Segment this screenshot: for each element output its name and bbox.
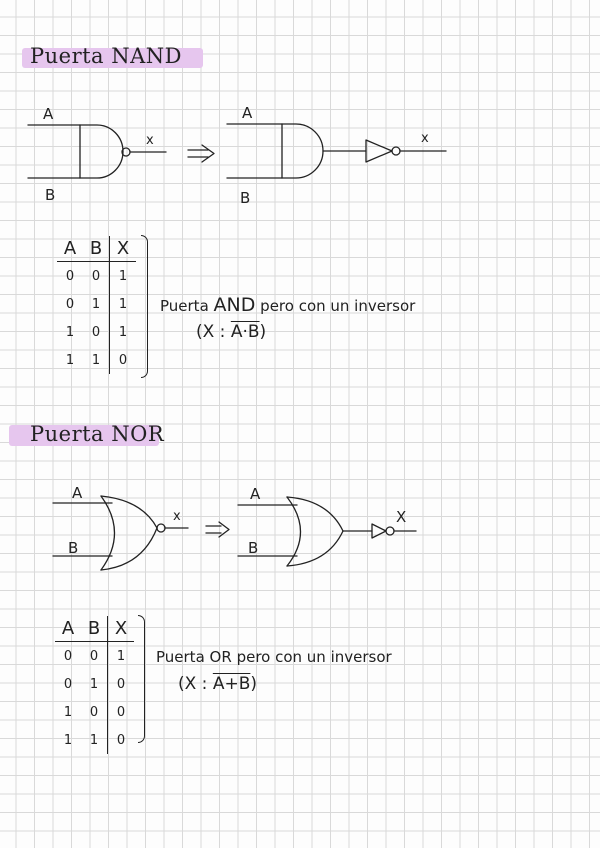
table-cell: 0 — [91, 324, 101, 340]
table-cell: 0 — [89, 704, 99, 720]
nor-left-output: x — [173, 509, 181, 524]
table-cell: 1 — [110, 318, 137, 346]
table-cell: 1 — [110, 290, 137, 318]
nor-note-prefix: Puerta — [156, 648, 205, 666]
nor-brace — [138, 615, 145, 743]
nor-right-input-b: B — [248, 539, 259, 557]
table-cell: 0 — [89, 648, 99, 664]
formula-expression: A+B — [212, 674, 251, 694]
nand-note-gate: AND — [213, 294, 256, 316]
nor-title: Puerta NOR — [30, 422, 165, 446]
table-cell: 0 — [91, 268, 101, 284]
table-header: B — [87, 618, 101, 639]
table-cell: 1 — [108, 642, 135, 671]
nand-right-output: x — [421, 131, 429, 146]
table-cell: 1 — [65, 324, 75, 340]
table-cell: 0 — [63, 648, 73, 664]
nor-right-input-a: A — [250, 485, 261, 503]
nand-note-prefix: Puerta — [160, 297, 209, 315]
table-cell: 0 — [108, 670, 135, 698]
nor-note-rest: pero con un inversor — [236, 648, 392, 666]
nor-truth-table — [55, 616, 134, 754]
formula-close: ) — [250, 674, 258, 694]
table-row — [55, 670, 134, 698]
table-cell: 1 — [89, 676, 99, 692]
nor-left-input-b: B — [68, 539, 79, 557]
table-header: B — [89, 238, 103, 259]
table-header: A — [63, 238, 77, 259]
nor-note-gate: OR — [209, 648, 232, 666]
table-cell: 1 — [91, 352, 101, 368]
nor-left-input-a: A — [72, 484, 83, 502]
formula-expression: A·B — [230, 322, 260, 342]
table-header: X — [108, 616, 135, 642]
table-header: X — [110, 236, 137, 262]
table-header: A — [61, 618, 75, 639]
nand-left-input-a: A — [43, 105, 54, 123]
nor-gate-symbol — [53, 496, 188, 570]
nor-note — [156, 648, 392, 666]
table-row — [55, 698, 134, 726]
table-row — [55, 642, 134, 671]
table-cell: 0 — [108, 726, 135, 754]
table-cell: 0 — [63, 676, 73, 692]
or-inverter-symbol — [238, 497, 416, 566]
table-cell: 0 — [65, 268, 75, 284]
table-row — [55, 726, 134, 754]
nor-formula — [178, 674, 257, 694]
nand-right-input-b: B — [240, 189, 251, 207]
implies-arrow — [206, 522, 229, 537]
nand-left-output: x — [146, 133, 154, 148]
formula-open: (X : — [178, 674, 208, 694]
table-cell: 0 — [110, 346, 137, 374]
table-cell: 1 — [91, 296, 101, 312]
table-cell: 1 — [65, 352, 75, 368]
formula-close: ) — [259, 322, 267, 342]
table-cell: 1 — [89, 732, 99, 748]
nand-right-input-a: A — [242, 104, 253, 122]
nor-right-output: X — [396, 508, 407, 526]
nand-note-rest: pero con un inversor — [260, 297, 416, 315]
table-cell: 1 — [63, 704, 73, 720]
nand-left-input-b: B — [45, 186, 56, 204]
table-cell: 1 — [63, 732, 73, 748]
table-cell: 0 — [108, 698, 135, 726]
table-cell: 1 — [110, 262, 137, 291]
formula-open: (X : — [196, 322, 226, 342]
nand-title: Puerta NAND — [30, 44, 183, 68]
table-cell: 0 — [65, 296, 75, 312]
